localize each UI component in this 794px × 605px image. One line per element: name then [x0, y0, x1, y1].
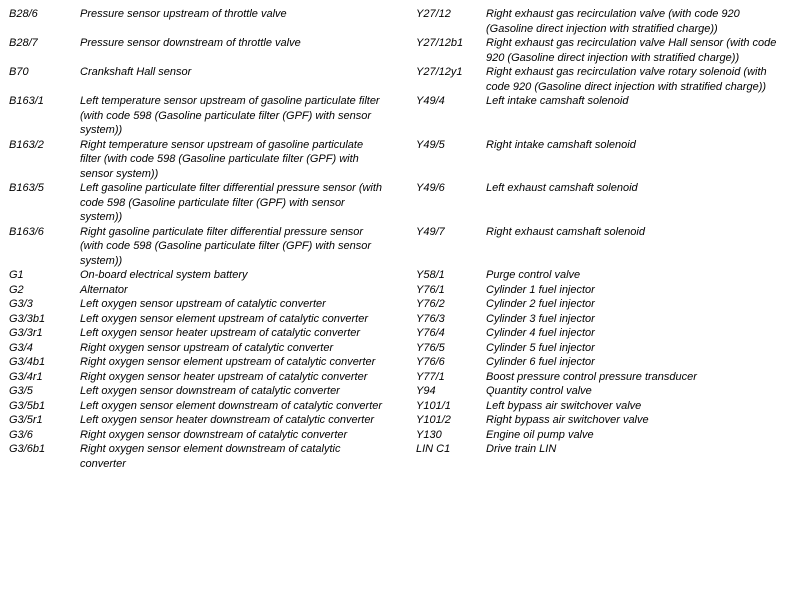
- component-description: Right exhaust gas recirculation valve Hall sensor (with code 920 (Gasoline direct injection with stratified charge)): [486, 37, 777, 64]
- legend-row: [0, 370, 794, 385]
- component-description: Left exhaust camshaft solenoid: [486, 182, 638, 194]
- component-description: Right oxygen sensor element downstream of catalytic converter: [80, 443, 341, 470]
- component-description: Right intake camshaft solenoid: [486, 138, 636, 151]
- component-description: Pressure sensor upstream of throttle valve: [80, 8, 287, 20]
- legend-entry: [406, 268, 794, 283]
- component-code: G3/4: [9, 341, 33, 354]
- component-code: Y77/1: [416, 370, 445, 383]
- component-code: B28/6: [9, 8, 38, 20]
- legend-entry: [406, 297, 794, 312]
- legend-row: [0, 36, 794, 65]
- component-description: Left oxygen sensor upstream of catalytic converter: [80, 298, 326, 310]
- legend-entry: [0, 65, 406, 94]
- component-code: LIN C1: [416, 443, 451, 455]
- component-code: G3/3r1: [9, 327, 43, 339]
- component-code: G3/5r1: [9, 414, 43, 426]
- legend-row: [0, 181, 794, 225]
- legend-entry: [406, 181, 794, 225]
- component-code: G1: [9, 269, 24, 281]
- legend-row: [0, 442, 794, 471]
- legend-entry: [0, 355, 406, 370]
- component-code: G3/3b1: [9, 312, 46, 325]
- component-code: Y27/12y1: [416, 66, 463, 78]
- legend-entry: [406, 94, 794, 138]
- legend-entry: [0, 36, 406, 65]
- legend-entry: [406, 384, 794, 399]
- component-code: G3/6: [9, 428, 33, 441]
- component-code: G3/5: [9, 385, 33, 397]
- legend-row: [0, 355, 794, 370]
- component-code: Y101/1: [416, 399, 451, 412]
- component-code: Y27/12b1: [416, 37, 464, 49]
- legend-entry: [0, 268, 406, 283]
- legend-entry: [0, 384, 406, 399]
- legend-entry: [0, 413, 406, 428]
- legend-row: [0, 399, 794, 414]
- legend-row: [0, 413, 794, 428]
- component-description: Right oxygen sensor downstream of catalytic converter: [80, 428, 348, 441]
- component-code: Y76/3: [416, 312, 445, 325]
- legend-row: [0, 138, 794, 182]
- legend-entry: [0, 428, 406, 443]
- legend-entry: [406, 370, 794, 385]
- component-description: Right oxygen sensor upstream of catalytic converter: [80, 341, 334, 354]
- component-description: Right oxygen sensor element upstream of catalytic converter: [80, 356, 376, 368]
- legend-entry: [406, 355, 794, 370]
- component-code: Y94: [416, 385, 436, 397]
- component-description: Right bypass air switchover valve: [486, 414, 649, 426]
- component-description: Cylinder 5 fuel injector: [486, 341, 595, 354]
- component-code: B28/7: [9, 37, 38, 49]
- component-code: Y49/6: [416, 182, 445, 194]
- legend-row: [0, 326, 794, 341]
- legend-row: [0, 297, 794, 312]
- legend-row: [0, 283, 794, 298]
- legend-entry: [406, 428, 794, 443]
- legend-row: [0, 7, 794, 36]
- component-code: B163/6: [9, 225, 44, 238]
- component-description: Boost pressure control pressure transducer: [486, 370, 697, 383]
- component-code: Y130: [416, 428, 442, 441]
- component-code: Y76/4: [416, 327, 445, 339]
- component-description: Quantity control valve: [486, 385, 592, 397]
- component-description: Cylinder 1 fuel injector: [486, 283, 595, 296]
- component-code: G2: [9, 283, 24, 296]
- legend-row: [0, 94, 794, 138]
- component-description: Crankshaft Hall sensor: [80, 66, 192, 78]
- component-description: Left bypass air switchover valve: [486, 399, 642, 412]
- legend-entry: [406, 138, 794, 182]
- legend-row: [0, 268, 794, 283]
- component-code: G3/4r1: [9, 370, 43, 383]
- legend-entry: [0, 7, 406, 36]
- legend-entry: [0, 138, 406, 182]
- component-description: Left intake camshaft solenoid: [486, 95, 629, 107]
- component-description: Left gasoline particulate filter differential pressure sensor (with code 598 (Gasoline particulate filter (GPF) with sensor system)): [80, 182, 383, 223]
- legend-row: [0, 384, 794, 399]
- component-code: Y76/6: [416, 356, 445, 368]
- component-code: B163/1: [9, 95, 44, 107]
- component-code: Y49/7: [416, 225, 445, 238]
- legend-entry: [0, 442, 406, 471]
- legend-entry: [406, 283, 794, 298]
- legend-entry: [0, 283, 406, 298]
- component-code: Y49/4: [416, 95, 445, 107]
- component-description: Drive train LIN: [486, 443, 557, 455]
- legend-entry: [406, 225, 794, 269]
- legend-entry: [406, 7, 794, 36]
- legend-row: [0, 312, 794, 327]
- legend-entry: [406, 36, 794, 65]
- component-code: Y101/2: [416, 414, 451, 426]
- component-code: Y49/5: [416, 138, 445, 151]
- component-description: Cylinder 2 fuel injector: [486, 298, 595, 310]
- legend-entry: [0, 181, 406, 225]
- component-code: Y76/1: [416, 283, 445, 296]
- component-description: Right exhaust gas recirculation valve (with code 920 (Gasoline direct injection with stratified charge)): [486, 8, 740, 35]
- legend-entry: [0, 370, 406, 385]
- component-description: Left oxygen sensor heater upstream of catalytic converter: [80, 327, 361, 339]
- legend-entry: [0, 312, 406, 327]
- legend-entry: [406, 341, 794, 356]
- legend-entry: [0, 297, 406, 312]
- component-code: B163/5: [9, 182, 44, 194]
- legend-entry: [406, 399, 794, 414]
- legend-entry: [406, 312, 794, 327]
- component-description: Cylinder 6 fuel injector: [486, 356, 595, 368]
- component-description: Right temperature sensor upstream of gasoline particulate filter (with code 598 (Gasoline particulate filter (GPF) with sensor system)): [80, 138, 364, 180]
- legend-entry: [0, 225, 406, 269]
- component-description: Left oxygen sensor downstream of catalytic converter: [80, 385, 340, 397]
- legend-entry: [406, 413, 794, 428]
- legend-entry: [0, 399, 406, 414]
- component-description: Purge control valve: [486, 269, 581, 281]
- component-description: Left oxygen sensor element downstream of catalytic converter: [80, 399, 383, 412]
- component-code: B163/2: [9, 138, 44, 151]
- component-description: Pressure sensor downstream of throttle valve: [80, 37, 301, 49]
- component-description: Left oxygen sensor element upstream of catalytic converter: [80, 312, 368, 325]
- component-description: On-board electrical system battery: [80, 269, 248, 281]
- component-description: Engine oil pump valve: [486, 428, 594, 441]
- legend-entry: [406, 442, 794, 471]
- component-description: Cylinder 4 fuel injector: [486, 327, 595, 339]
- legend-entry: [0, 341, 406, 356]
- component-description: Left temperature sensor upstream of gasoline particulate filter (with code 598 (Gasoline particulate filter (GPF) with sensor system)): [80, 95, 380, 136]
- legend-row: [0, 65, 794, 94]
- component-code: Y76/2: [416, 298, 445, 310]
- component-code: G3/3: [9, 298, 33, 310]
- component-code: B70: [9, 66, 29, 78]
- component-description: Left oxygen sensor heater downstream of catalytic converter: [80, 414, 375, 426]
- component-description: Right oxygen sensor heater upstream of catalytic converter: [80, 370, 368, 383]
- legend-entry: [406, 65, 794, 94]
- component-code: G3/6b1: [9, 443, 46, 455]
- component-description: Right gasoline particulate filter differential pressure sensor (with code 598 (Gasoline particulate filter (GPF) with sensor system)): [80, 225, 372, 267]
- component-code: Y76/5: [416, 341, 445, 354]
- component-legend-table: [0, 7, 794, 471]
- component-code: Y27/12: [416, 8, 451, 20]
- legend-entry: [0, 94, 406, 138]
- legend-row: [0, 341, 794, 356]
- component-description: Alternator: [80, 283, 128, 296]
- component-code: G3/5b1: [9, 399, 46, 412]
- component-description: Cylinder 3 fuel injector: [486, 312, 595, 325]
- legend-entry: [406, 326, 794, 341]
- legend-row: [0, 225, 794, 269]
- component-code: Y58/1: [416, 269, 445, 281]
- component-description: Right exhaust camshaft solenoid: [486, 225, 645, 238]
- legend-entry: [0, 326, 406, 341]
- component-code: G3/4b1: [9, 356, 46, 368]
- legend-row: [0, 428, 794, 443]
- component-description: Right exhaust gas recirculation valve rotary solenoid (with code 920 (Gasoline direct injection with stratified charge)): [486, 66, 767, 93]
